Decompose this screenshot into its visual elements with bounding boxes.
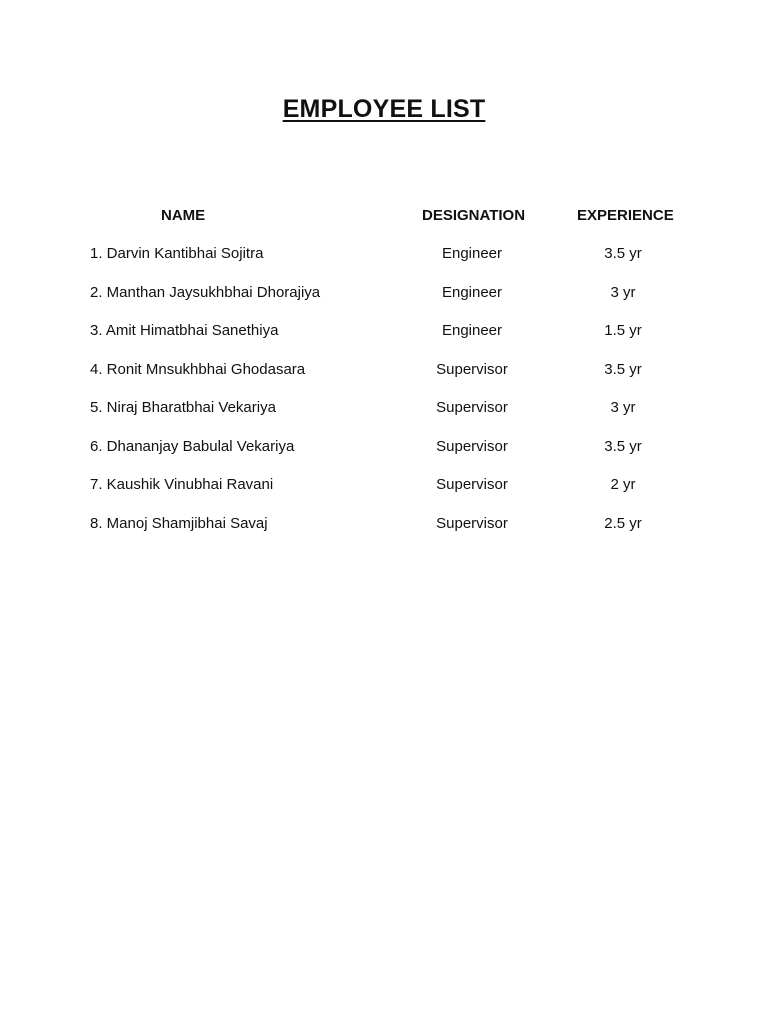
employee-designation: Engineer: [441, 322, 503, 339]
employee-experience: 3.5 yr: [604, 360, 642, 378]
employee-designation: Supervisor: [436, 399, 508, 416]
employee-experience: 2.5 yr: [604, 514, 642, 532]
column-header-designation: DESIGNATION: [422, 207, 526, 224]
employee-experience: 2 yr: [610, 476, 636, 493]
employee-designation: Supervisor: [436, 514, 508, 532]
employee-name: 2. Manthan Jaysukhbhai Dhorajiya: [90, 283, 321, 301]
table-row: [0, 476, 768, 515]
document-title: EMPLOYEE LIST: [282, 95, 486, 123]
employee-name: 3. Amit Himatbhai Sanethiya: [90, 322, 279, 339]
employee-experience: 3 yr: [610, 399, 636, 416]
column-header-name: NAME: [161, 207, 206, 224]
employee-designation: Engineer: [441, 283, 503, 301]
employee-name: 4. Ronit Mnsukhbhai Ghodasara: [90, 360, 306, 378]
table-row: [0, 438, 768, 477]
table-row: [0, 322, 768, 361]
employee-designation: Supervisor: [436, 360, 508, 378]
employee-experience: 3.5 yr: [604, 437, 642, 455]
table-row: [0, 245, 768, 284]
employee-experience: 1.5 yr: [604, 322, 642, 339]
table-row: [0, 361, 768, 400]
table-row: [0, 399, 768, 438]
employee-name: 1. Darvin Kantibhai Sojitra: [90, 245, 264, 262]
column-header-experience: EXPERIENCE: [577, 207, 674, 224]
employee-experience: 3.5 yr: [604, 245, 642, 262]
employee-name: 6. Dhananjay Babulal Vekariya: [90, 437, 295, 455]
employee-name: 7. Kaushik Vinubhai Ravani: [90, 476, 274, 493]
employee-table-body: [0, 245, 768, 553]
table-row: [0, 515, 768, 554]
employee-experience: 3 yr: [610, 283, 636, 301]
employee-designation: Supervisor: [436, 437, 508, 455]
employee-name: 5. Niraj Bharatbhai Vekariya: [90, 399, 276, 416]
employee-designation: Engineer: [441, 245, 503, 262]
employee-name: 8. Manoj Shamjibhai Savaj: [90, 514, 268, 532]
table-row: [0, 284, 768, 323]
employee-designation: Supervisor: [436, 476, 508, 493]
